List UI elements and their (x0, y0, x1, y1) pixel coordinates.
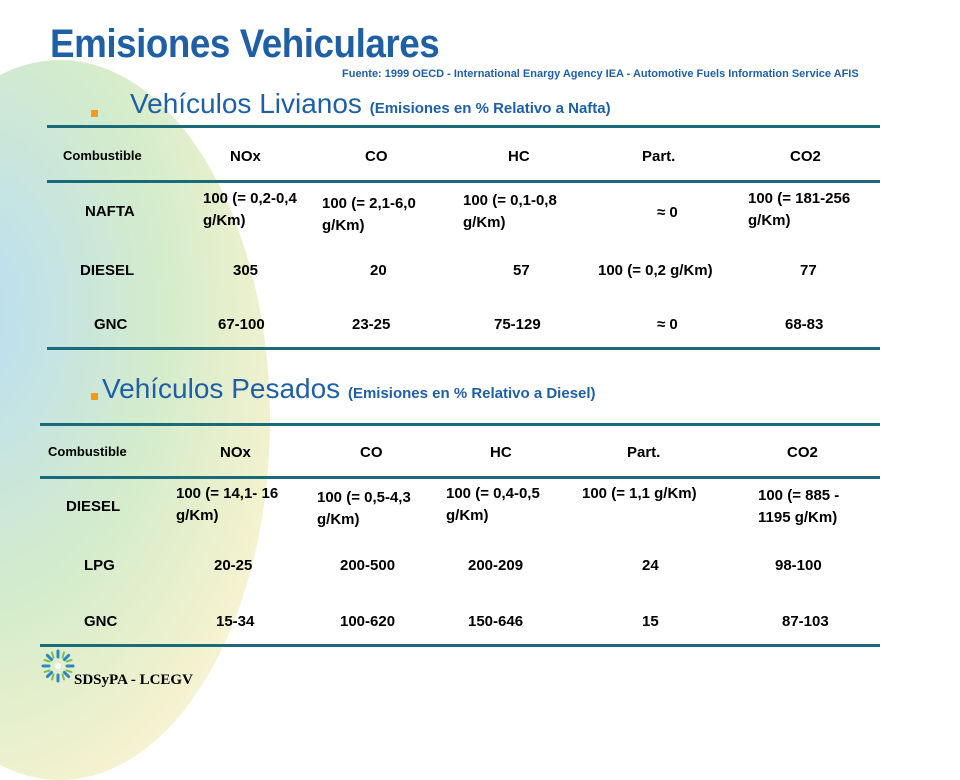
table-cell: 20-25 (214, 557, 253, 574)
header-co: CO (360, 444, 383, 461)
row-label: NAFTA (85, 203, 135, 220)
header-hc: HC (490, 444, 512, 461)
table-cell: 100 (= 0,5-4,3 g/Km) (317, 489, 411, 528)
table-rule (40, 476, 880, 479)
table-cell: 200-209 (468, 557, 524, 574)
table-cell: 100 (= 0,2 g/Km) (598, 262, 713, 279)
table-cell: 98-100 (775, 557, 822, 574)
row-label: GNC (94, 316, 128, 333)
table-cell: 200-500 (340, 557, 396, 574)
table-cell: 150-646 (468, 613, 524, 630)
table-cell: 20 (370, 262, 387, 279)
section-title-pesados (102, 373, 596, 405)
table-rule (40, 644, 880, 647)
section-subtitle: (Emisiones en % Relativo a Diesel) (347, 385, 596, 402)
table-cell: 100 (= 0,4-0,5 g/Km) (446, 485, 540, 524)
table-cell: 100 (= 2,1-6,0 g/Km) (322, 195, 416, 234)
table-rule (47, 347, 880, 350)
section-subtitle: (Emisiones en % Relativo a Nafta) (369, 100, 611, 117)
table-cell: 100 (= 181-256 g/Km) (748, 190, 851, 229)
table-cell: 15 (642, 613, 659, 630)
table-cell: 77 (800, 262, 817, 279)
source-note: Fuente: 1999 OECD - International Enargy Agency IEA - Automotive Fuels Information Service AFIS (342, 68, 859, 80)
table-cell: 100 (= 0,2-0,4 g/Km) (203, 190, 297, 229)
table-cell: 67-100 (218, 316, 265, 333)
row-label: GNC (84, 613, 118, 630)
footer-label: SDSyPA - LCEGV (74, 672, 193, 688)
header-nox: NOx (220, 444, 251, 461)
table-cell: 68-83 (785, 316, 824, 333)
header-co2: CO2 (790, 148, 821, 165)
table-cell: ≈ 0 (657, 316, 678, 333)
table-rule (40, 423, 880, 426)
section-title-livianos (130, 88, 611, 120)
table-cell: 57 (513, 262, 530, 279)
section-title-text: Vehículos Pesados (102, 373, 341, 404)
table-cell: 23-25 (352, 316, 391, 333)
table-cell: 100 (= 885 - 1195 g/Km) (758, 487, 840, 526)
header-part: Part. (627, 444, 661, 461)
table-cell: 15-34 (216, 613, 255, 630)
row-label: DIESEL (80, 262, 135, 279)
table-cell: ≈ 0 (657, 204, 678, 221)
table-cell: 75-129 (494, 316, 541, 333)
table-rule (47, 180, 880, 183)
table-cell: 100 (= 1,1 g/Km) (582, 485, 697, 502)
sun-logo-icon (40, 648, 76, 684)
table-rule (47, 125, 880, 128)
header-hc: HC (508, 148, 530, 165)
row-label: DIESEL (66, 498, 121, 515)
table-cell: 87-103 (782, 613, 829, 630)
header-part: Part. (642, 148, 676, 165)
header-co2: CO2 (787, 444, 818, 461)
table-cell: 100 (= 14,1- 16 g/Km) (176, 485, 279, 524)
header-combustible: Combustible (48, 444, 127, 459)
table-cell: 100-620 (340, 613, 396, 630)
table-cell: 100 (= 0,1-0,8 g/Km) (463, 192, 557, 231)
table-cell: 305 (233, 262, 259, 279)
header-combustible: Combustible (63, 148, 142, 163)
bullet-icon (91, 110, 98, 117)
row-label: LPG (84, 557, 115, 574)
table-cell: 24 (642, 557, 659, 574)
header-co: CO (365, 148, 388, 165)
page-title: Emisiones Vehiculares (50, 22, 440, 66)
section-title-text: Vehículos Livianos (130, 88, 362, 119)
bullet-icon (91, 393, 98, 400)
header-nox: NOx (230, 148, 261, 165)
